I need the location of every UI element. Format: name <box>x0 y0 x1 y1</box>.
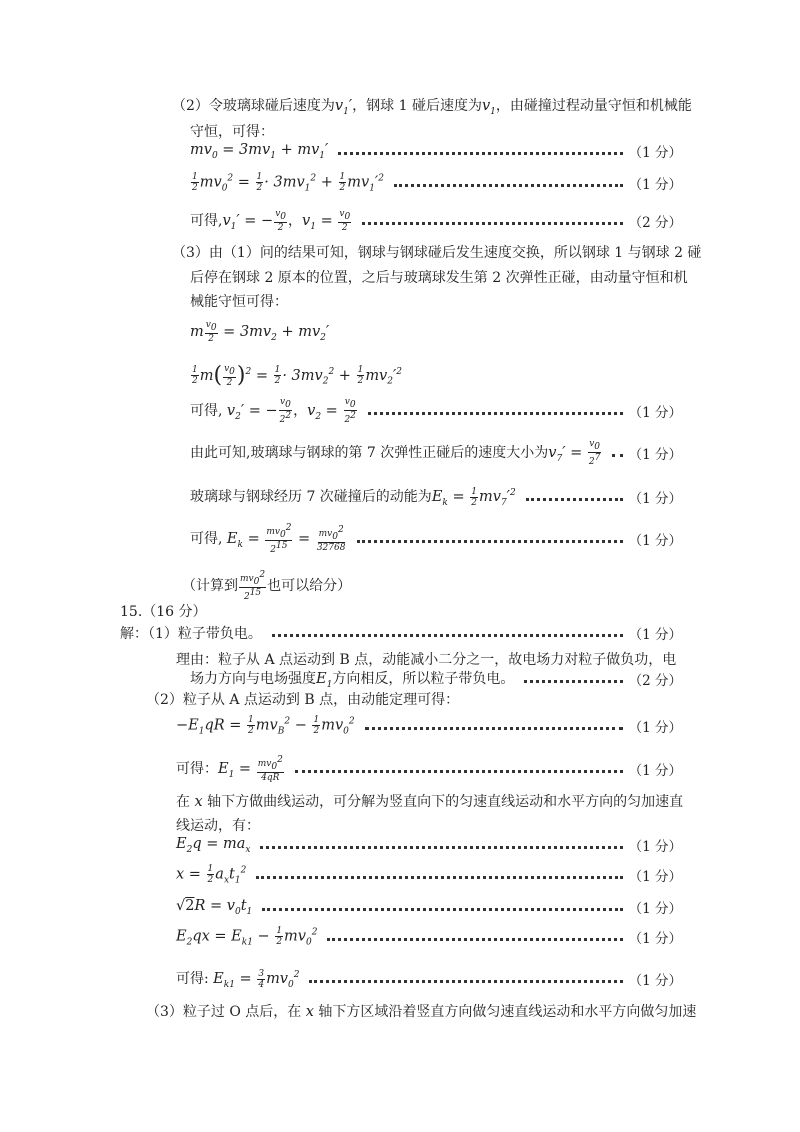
p2-eq2-row <box>190 170 682 196</box>
q15-score-6: （1 分） <box>628 931 682 947</box>
q15-eq7-row <box>176 966 682 992</box>
q15-score-2: （1 分） <box>628 763 682 779</box>
p3-eq6: 可得, $E_k$ = $\frac{mv_0^2}{2^{15}}$ = $\frac{mv_0^2}{32768}$ <box>190 523 346 555</box>
leader-dots <box>362 222 622 225</box>
q15-eq1: $-E_1qR$ = $\frac{1}{2}$ $mv_B^2$ − $\frac{1}{2}$ $mv_0^2$ <box>176 715 355 737</box>
p2-eq3: 可得$,v_1'$ = − $\frac{v_0}{2}$ ，$v_1$ = $\frac{v_0}{2}$ <box>190 209 351 233</box>
leader-dots <box>524 680 622 683</box>
p3-eq1: m $\frac{v_0}{2}$ = $3mv_2 + mv_2'$ <box>190 320 330 344</box>
p3-eq5: 玻璃球与钢球经历 7 次碰撞后的动能为$E_k$ = $\frac{1}{2}$ $mv_7'^2$ <box>190 486 516 508</box>
leader-dots <box>394 184 623 187</box>
p2-eq1-row <box>190 138 682 164</box>
q15-title: 15.（16 分） <box>120 604 207 620</box>
q15-eq4: x = $\frac{1}{2}$ $a_xt_1^2$ <box>176 864 247 886</box>
q15-desc-line1: 在 x 轴下方做曲线运动，可分解为竖直向下的匀速直线运动和水平方向的匀加速直 <box>176 794 684 810</box>
p3-eq5-row <box>190 484 682 510</box>
q15-score-7: （1 分） <box>628 973 682 989</box>
leader-dots <box>327 938 622 941</box>
p3-eq4: 由此可知,玻璃球与钢球的第 7 次弹性正碰后的速度大小为$v_7'$ = $\frac{v_0}{2^7}$ <box>190 439 601 467</box>
leader-dots <box>272 634 623 637</box>
q15-s3: （3）粒子过 O 点后，在 x 轴下方区域沿着竖直方向做匀速直线运动和水平方向做匀加速 <box>146 1004 697 1020</box>
leader-dots <box>368 412 623 415</box>
p3-score-3: （1 分） <box>628 405 682 421</box>
q15-eq7: 可得: $E_{k1}$ = $\frac{3}{4}$ $mv_0^2$ <box>176 968 300 990</box>
p3-intro-line2: 后停在钢球 2 原本的位置，之后与玻璃球发生第 2 次弹性正碰，由动量守恒和机 <box>190 270 688 286</box>
leader-dots <box>260 846 622 849</box>
leader-dots <box>256 876 622 879</box>
q15-eq5: $√2R = v_0t_1$ <box>176 897 253 917</box>
p3-eq2: $\frac{1}{2}$ m( $\frac{v_0}{2}$ )$^2$ = $\frac{1}{2}$ · $3mv_2^2$ + $\frac{1}{2}$ $mv_2'^2$ <box>192 362 403 388</box>
p2-score-2: （1 分） <box>628 177 682 193</box>
q15-reason-row <box>190 666 682 692</box>
q15-eq3: $E_2q = ma_x$ <box>176 835 251 855</box>
p3-eq6-row <box>190 523 682 555</box>
p2-intro-line2: 守恒，可得： <box>190 124 274 140</box>
q15-s1: 解：（1）粒子带负电。 <box>120 626 262 642</box>
q15-eq3-row <box>176 832 682 858</box>
q15-eq6-row <box>176 924 682 950</box>
q15-desc-line2: 线运动，有： <box>176 818 260 834</box>
p3-score-4: （1 分） <box>628 447 682 463</box>
q15-score-4: （1 分） <box>628 869 682 885</box>
p2-eq1: $mv_0 = 3mv_1 + mv_1'$ <box>190 141 329 161</box>
leader-dots <box>309 980 622 983</box>
leader-dots <box>295 770 623 773</box>
q15-score-1: （1 分） <box>628 720 682 736</box>
p2-score-1: （1 分） <box>628 145 682 161</box>
q15-reason-line2: 场力方向与电场强度$E_1$方向相反，所以粒子带负电。 <box>190 671 515 690</box>
q15-eq2: 可得：$E_1$ = $\frac{mv_0^2}{4qR}$ <box>176 755 283 783</box>
p3-score-5: （1 分） <box>628 491 682 507</box>
q15-score-3: （1 分） <box>628 839 682 855</box>
leader-dots <box>612 454 622 457</box>
p3-note: （计算到 $\frac{mv_0^2}{2^{15}}$ 也可以给分） <box>182 570 352 602</box>
q15-s1-row <box>120 620 682 646</box>
p2-intro-line1: （2）令玻璃球碰后速度为$v_1'$，钢球 1 碰后速度为$v_1$，由碰撞过程动量守恒和机械能 <box>172 98 692 117</box>
q15-eq1-row <box>176 713 682 739</box>
p3-eq3: 可得, $v_2'$ = − $\frac{v_0}{2^2}$ ，$v_2$ = $\frac{v_0}{2^2}$ <box>190 397 356 425</box>
q15-eq2-row <box>176 756 682 782</box>
q15-s2: （2）粒子从 A 点运动到 B 点，由动能定理可得： <box>146 692 460 708</box>
p3-eq3-row <box>190 398 682 424</box>
leader-dots <box>526 498 623 501</box>
leader-dots <box>338 152 622 155</box>
q15-reason-score: （2 分） <box>628 673 682 689</box>
q15-s1-score: （1 分） <box>628 627 682 643</box>
p2-eq2: $\frac{1}{2}$ $mv_0^2$ = $\frac{1}{2}$ · $3mv_1^2$ + $\frac{1}{2}$ $mv_1'^2$ <box>192 172 384 194</box>
q15-reason-line1: 理由：粒子从 A 点运动到 B 点，动能减小二分之一，故电场力对粒子做负功，电 <box>176 652 677 668</box>
q15-eq6: $E_2qx = E_{k1}$ − $\frac{1}{2}$ $mv_0^2$ <box>176 926 318 948</box>
p2-score-3: （2 分） <box>628 215 682 231</box>
p2-eq3-row <box>190 208 682 234</box>
q15-eq5-row <box>176 894 682 920</box>
leader-dots <box>365 727 623 730</box>
p3-eq4-row <box>190 440 682 466</box>
leader-dots <box>357 540 622 543</box>
p3-intro-line1: （3）由（1）问的结果可知，钢球与钢球碰后发生速度交换，所以钢球 1 与钢球 2 碰 <box>172 245 702 261</box>
q15-eq4-row <box>176 862 682 888</box>
q15-score-5: （1 分） <box>628 901 682 917</box>
p3-intro-line3: 械能守恒可得： <box>190 294 288 310</box>
leader-dots <box>262 908 622 911</box>
p3-score-6: （1 分） <box>628 533 682 549</box>
